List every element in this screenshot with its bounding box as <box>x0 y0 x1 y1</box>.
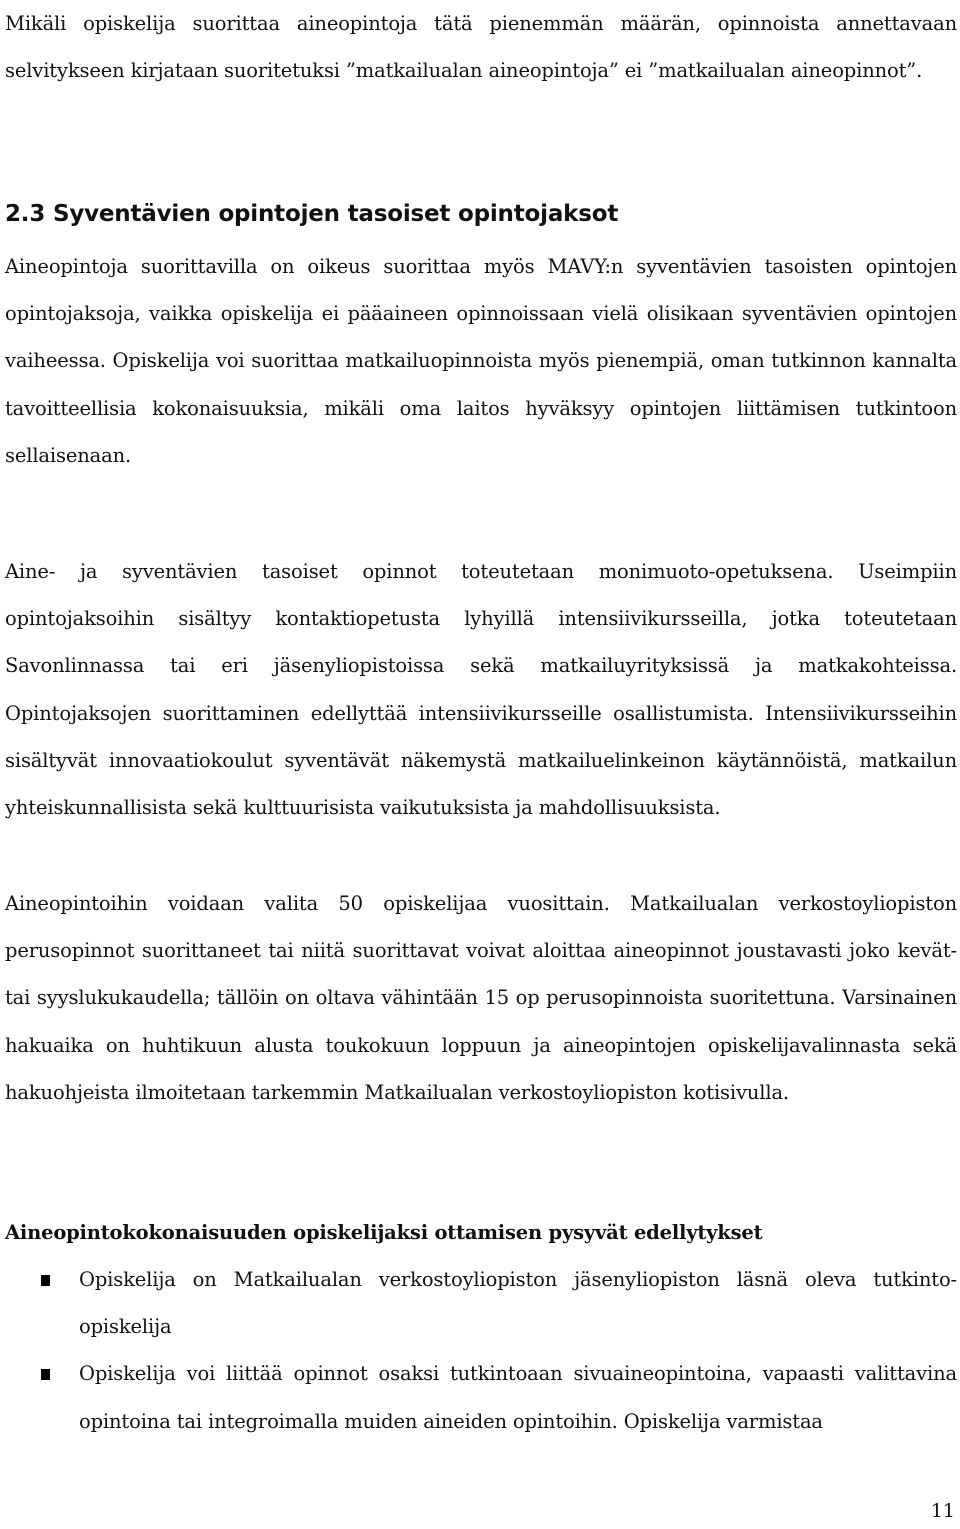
paragraph-3: Aineopintoihin voidaan valita 50 opiskelijaa vuosittain. Matkailualan verkostoyliopiston perusopinnot suorittaneet tai niitä suorittavat voivat aloittaa aineopinnot joustavasti joko kevät- tai syyslukukaudella; tällöin on oltava vähintään 15 op perusopinnoista suoritettuna. Varsinainen hakuaika on huhtikuun alusta toukokuun loppuun ja aineopintojen opiskelijavalinnasta sekä hakuohjeista ilmoitetaan tarkemmin Matkailualan verkostoyliopiston kotisivulla. <box>5 892 957 1104</box>
paragraph-1: Aineopintoja suorittavilla on oikeus suorittaa myös MAVY:n syventävien tasoisten opintojen opintojaksoja, vaikka opiskelija ei pääaineen opinnoissaan vielä olisikaan syventävien opintojen vaiheessa. Opiskelija voi suorittaa matkailuopinnoista myös pienempiä, oman tutkinnon kannalta tavoitteellisia kokonaisuuksia, mikäli oma laitos hyväksyy opintojen liittämisen tutkintoon sellaisenaan. <box>5 255 957 467</box>
list-item-text: Opiskelija on Matkailualan verkostoyliopiston jäsenyliopiston läsnä oleva tutkinto-opiskelija <box>79 1268 957 1339</box>
list-item-text: Opiskelija voi liittää opinnot osaksi tutkintoaan sivuaineopintoina, vapaasti valittavina opintoina tai integroimalla muiden aineiden opintoihin. Opiskelija varmistaa <box>79 1362 957 1433</box>
page-number: 11 <box>930 1500 955 1522</box>
subsection-heading: Aineopintokokonaisuuden opiskelijaksi ottamisen pysyvät edellytykset <box>5 1221 763 1244</box>
list-item <box>5 1256 957 1350</box>
section-heading: 2.3 Syventävien opintojen tasoiset opintojaksot <box>5 201 619 227</box>
list-item <box>5 1350 957 1444</box>
requirements-list <box>5 1256 957 1445</box>
intro-paragraph: Mikäli opiskelija suorittaa aineopintoja tätä pienemmän määrän, opinnoista annettavaan selvitykseen kirjataan suoritetuksi ”matkailualan aineopintoja” ei ”matkailualan aineopinnot”. <box>5 12 957 83</box>
square-bullet-icon <box>41 1275 50 1286</box>
square-bullet-icon <box>41 1369 50 1380</box>
paragraph-2: Aine- ja syventävien tasoiset opinnot toteutetaan monimuoto-opetuksena. Useimpiin opintojaksoihin sisältyy kontaktiopetusta lyhyillä intensiivikursseilla, jotka toteutetaan Savonlinnassa tai eri jäsenyliopistoissa sekä matkailuyrityksissä ja matkakohteissa. Opintojaksojen suorittaminen edellyttää intensiivikursseille osallistumista. Intensiivikursseihin sisältyvät innovaatiokoulut syventävät näkemystä matkailuelinkeinon käytännöistä, matkailun yhteiskunnallisista sekä kulttuurisista vaikutuksista ja mahdollisuuksista. <box>5 560 957 820</box>
